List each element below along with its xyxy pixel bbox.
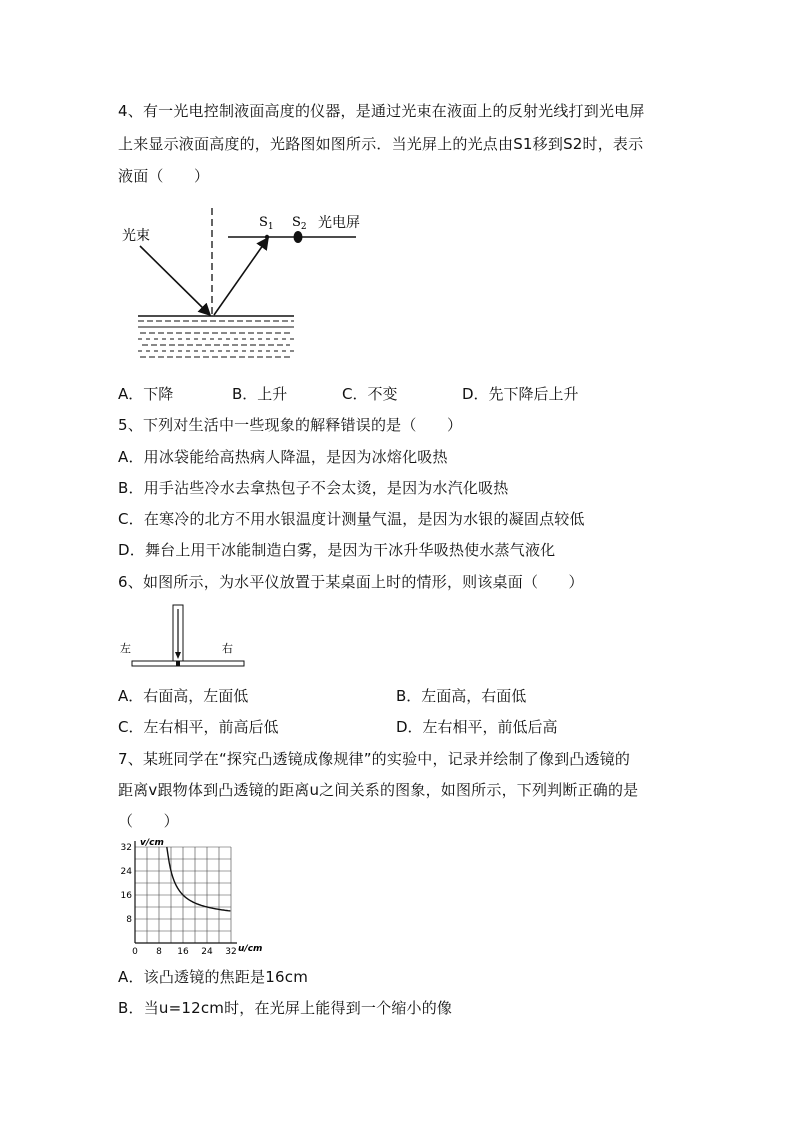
uv-curve bbox=[167, 847, 231, 911]
q6-level-figure bbox=[118, 603, 248, 673]
right-label: 右 bbox=[222, 642, 233, 655]
s1-label: $S_1$ bbox=[259, 215, 274, 232]
q4-option-c: C．不变 bbox=[342, 385, 398, 403]
y-tick-label: 8 bbox=[126, 915, 132, 925]
left-label: 左 bbox=[120, 642, 131, 655]
q5-option-c: C．在寒冷的北方不用水银温度计测量气温，是因为水银的凝固点较低 bbox=[118, 510, 585, 528]
x-tick-label: 16 bbox=[177, 947, 189, 957]
q7-stem-line-2: 距离v跟物体到凸透镜的距离u之间关系的图象，如图所示，下列判断正确的是 bbox=[118, 781, 639, 799]
y-axis-label: v/cm bbox=[140, 838, 164, 848]
liquid bbox=[138, 316, 294, 357]
point-s1 bbox=[265, 235, 269, 239]
x-tick-label: 32 bbox=[225, 947, 237, 957]
q4-stem-line-3: 液面（ ） bbox=[118, 167, 210, 185]
q6-stem: 6、如图所示，为水平仪放置于某桌面上时的情形，则该桌面（ ） bbox=[118, 573, 584, 591]
q4-stem-line-1: 4、有一光电控制液面高度的仪器，是通过光束在液面上的反射光线打到光电屏 bbox=[118, 102, 645, 120]
x-tick-label: 8 bbox=[156, 947, 162, 957]
screen-label: 光电屏 bbox=[318, 215, 360, 231]
q4-option-b: B．上升 bbox=[232, 385, 288, 403]
q4-stem-line-2: 上来显示液面高度的，光路图如图所示．当光屏上的光点由S1移到S2时，表示 bbox=[118, 135, 644, 153]
q7-stem-line-1: 7、某班同学在“探究凸透镜成像规律”的实验中，记录并绘制了像到凸透镜的 bbox=[118, 750, 631, 768]
q5-option-a: A．用冰袋能给高热病人降温，是因为冰熔化吸热 bbox=[118, 448, 448, 466]
x-tick-label: 24 bbox=[201, 947, 213, 957]
q4-light-path-figure bbox=[118, 200, 378, 370]
q7-option-a: A．该凸透镜的焦距是16cm bbox=[118, 968, 309, 986]
q4-option-a: A．下降 bbox=[118, 385, 174, 403]
y-tick-label: 16 bbox=[120, 891, 132, 901]
q5-option-d: D．舞台上用干冰能制造白雾，是因为干冰升华吸热使水蒸气液化 bbox=[118, 541, 556, 559]
q6-option-d: D．左右相平，前低后高 bbox=[396, 718, 558, 736]
x-axis-label: u/cm bbox=[238, 944, 263, 954]
q6-option-c: C．左右相平，前高后低 bbox=[118, 718, 279, 736]
reflected-beam bbox=[214, 238, 268, 315]
q6-option-b: B．左面高，右面低 bbox=[396, 687, 527, 705]
point-s2 bbox=[294, 231, 303, 243]
q7-option-b: B．当u=12cm时，在光屏上能得到一个缩小的像 bbox=[118, 999, 453, 1017]
x-tick-label: 0 bbox=[132, 947, 138, 957]
s2-label: $S_2$ bbox=[292, 215, 307, 232]
y-tick-label: 32 bbox=[120, 843, 132, 853]
q7-uv-chart bbox=[118, 835, 268, 957]
q6-option-a: A．右面高，左面低 bbox=[118, 687, 249, 705]
incident-beam bbox=[140, 246, 210, 315]
center-mark bbox=[176, 661, 180, 666]
level-base bbox=[132, 661, 244, 666]
y-tick-label: 24 bbox=[120, 867, 132, 877]
q5-option-b: B．用手沾些冷水去拿热包子不会太烫，是因为水汽化吸热 bbox=[118, 479, 509, 497]
beam-label: 光束 bbox=[122, 228, 150, 244]
q4-option-d: D．先下降后上升 bbox=[462, 385, 579, 403]
q5-stem: 5、下列对生活中一些现象的解释错误的是（ ） bbox=[118, 416, 463, 434]
q7-stem-line-3: （ ） bbox=[118, 812, 179, 830]
